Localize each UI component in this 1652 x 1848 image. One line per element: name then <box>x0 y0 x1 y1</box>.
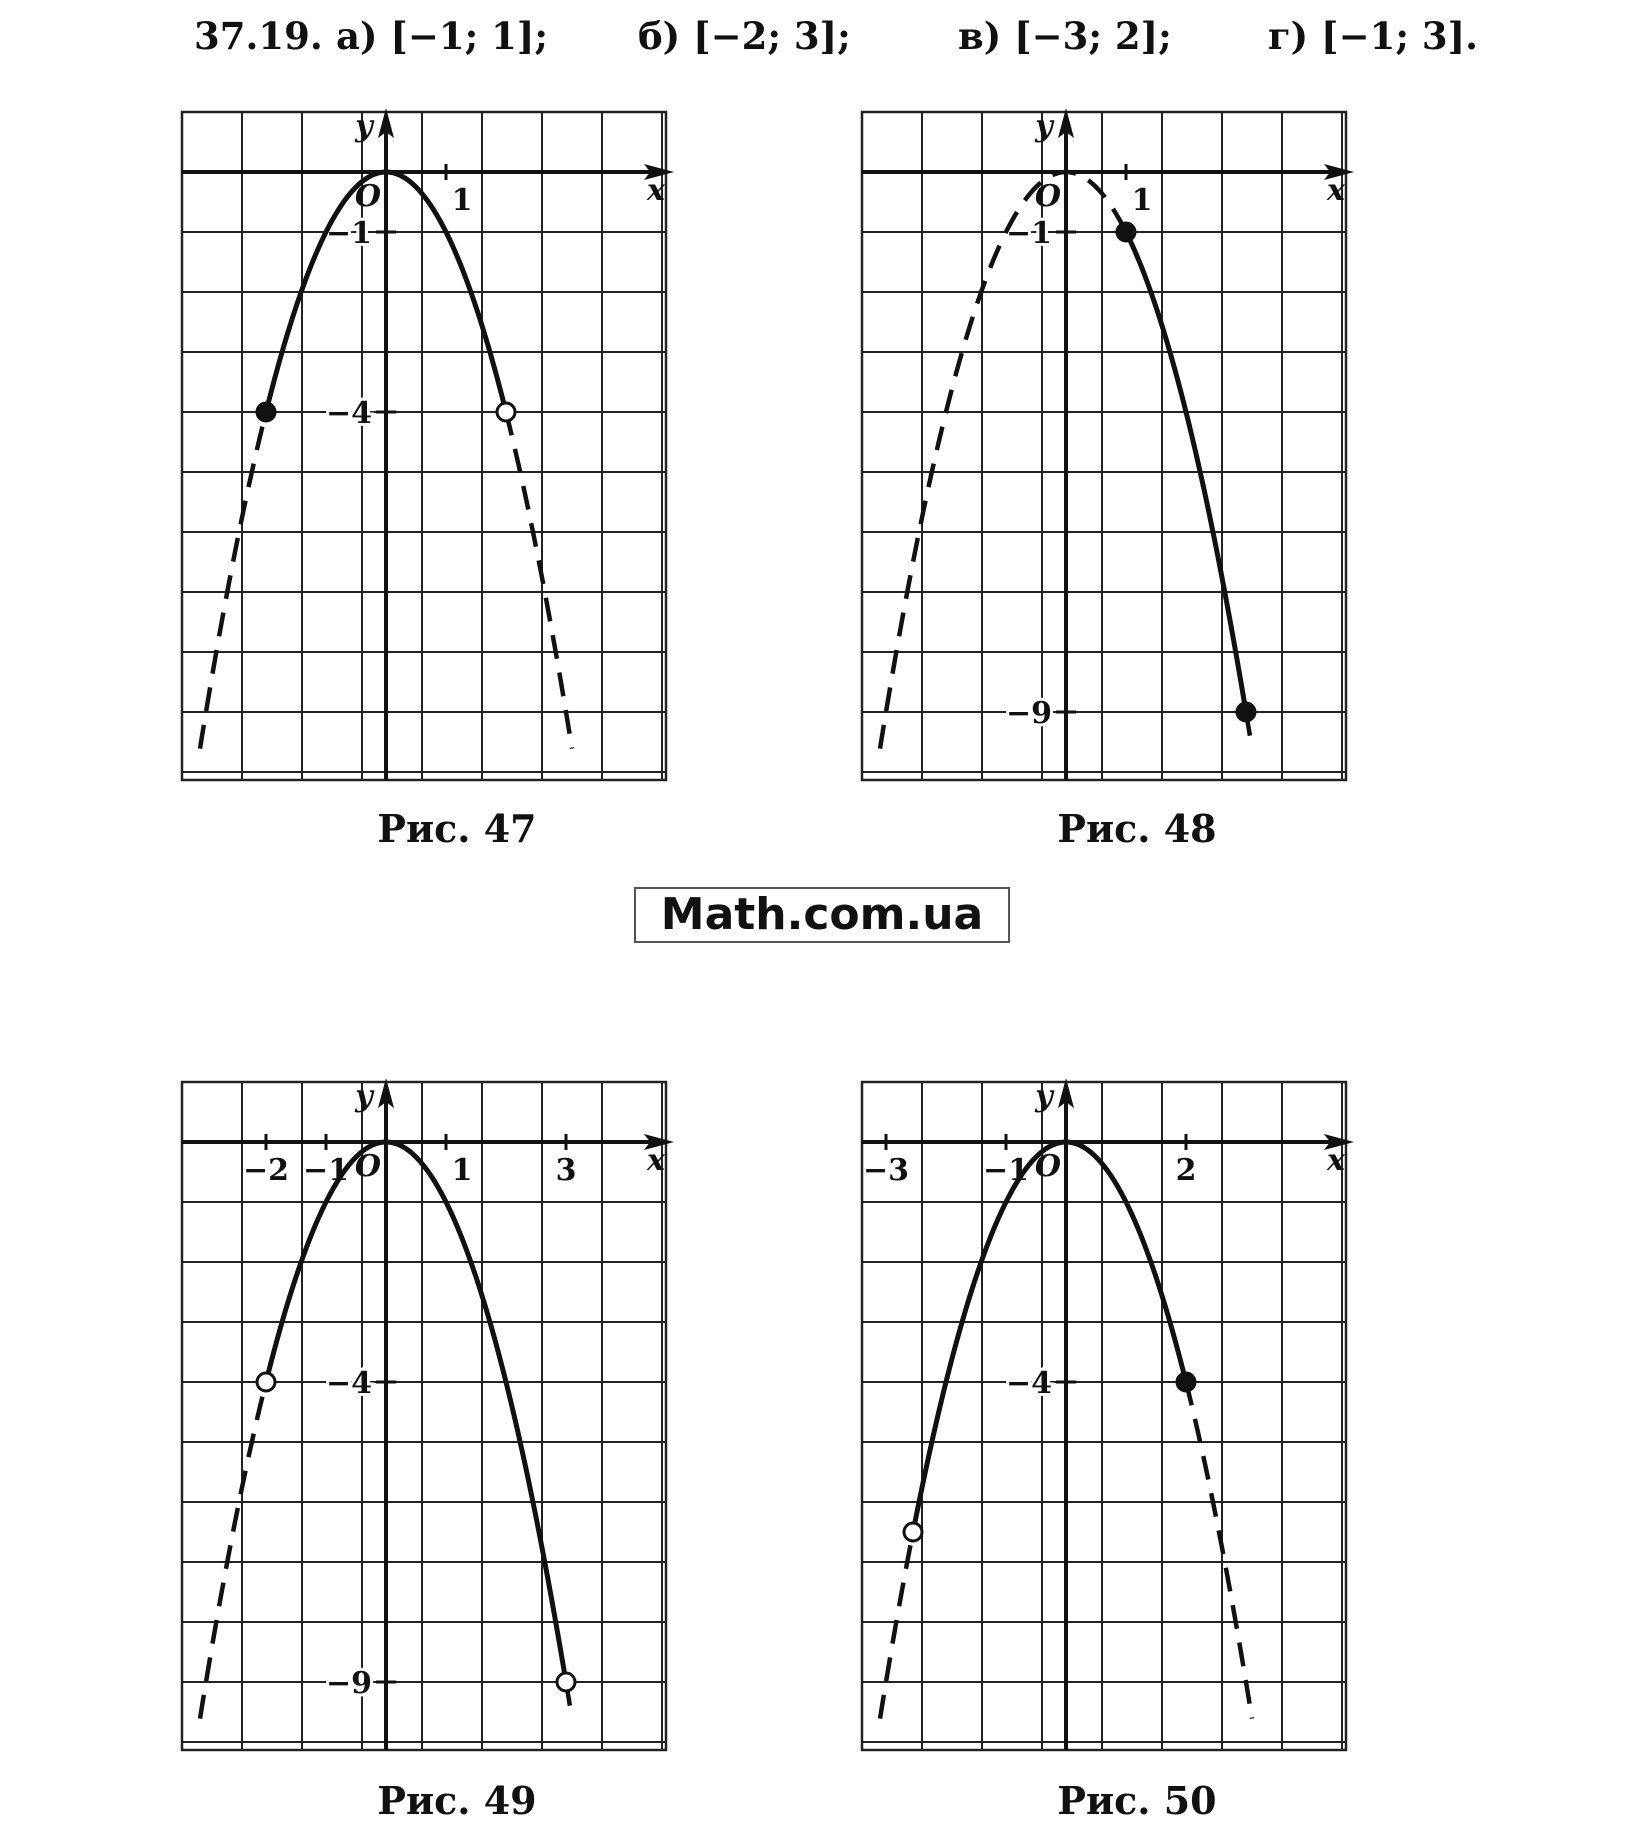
y-axis-label: y <box>355 1079 373 1114</box>
x-axis-label: x <box>647 1143 665 1178</box>
parabola-dashed-segment <box>200 1382 266 1719</box>
x-axis-label: x <box>647 173 665 208</box>
y-tick-label: −4 <box>325 1366 372 1401</box>
y-tick-label: −1 <box>1005 216 1052 251</box>
figure-47-chart <box>180 110 720 810</box>
open-endpoint <box>257 1373 275 1391</box>
y-tick-label: −4 <box>325 396 372 431</box>
y-axis-label: y <box>1035 109 1053 144</box>
figure-50-caption: Рис. 50 <box>1057 1778 1217 1823</box>
part-c: в) [−3; 2]; <box>958 14 1172 58</box>
closed-endpoint <box>1177 1373 1195 1391</box>
parabola-dashed-segment <box>1186 1382 1252 1719</box>
figure-50-chart <box>860 1080 1400 1780</box>
figure-47-caption: Рис. 47 <box>377 806 537 851</box>
figure-48-caption: Рис. 48 <box>1057 806 1217 851</box>
grid-frame <box>862 1082 1346 1750</box>
origin-label: O <box>1034 179 1062 214</box>
x-tick-label: −1 <box>982 1153 1030 1188</box>
x-tick-label: 1 <box>451 183 473 218</box>
parabola-dashed-segment <box>506 412 572 749</box>
y-tick-label: −9 <box>1005 696 1052 731</box>
part-b: б) [−2; 3]; <box>638 14 851 58</box>
open-endpoint <box>904 1523 922 1541</box>
x-tick-label: −3 <box>862 1153 910 1188</box>
figure-49-caption: Рис. 49 <box>377 1778 537 1823</box>
parabola-solid-segment <box>266 1142 566 1682</box>
y-axis-label: y <box>355 109 373 144</box>
x-axis-label: x <box>1327 173 1345 208</box>
x-axis-label: x <box>1327 1143 1345 1178</box>
watermark-logo: Math.com.ua <box>634 887 1010 943</box>
parabola-dashed-segment <box>880 172 1126 749</box>
x-tick-label: 1 <box>1131 183 1153 218</box>
closed-endpoint <box>257 403 275 421</box>
x-tick-label: −1 <box>302 1153 350 1188</box>
origin-label: O <box>354 179 382 214</box>
closed-endpoint <box>1237 703 1255 721</box>
grid-frame <box>862 112 1346 780</box>
part-d: г) [−1; 3]. <box>1268 14 1478 58</box>
x-tick-label: 1 <box>451 1153 473 1188</box>
figure-49-chart <box>180 1080 720 1780</box>
origin-label: O <box>354 1149 382 1184</box>
y-tick-label: −9 <box>325 1666 372 1701</box>
y-tick-label: −4 <box>1005 1366 1052 1401</box>
open-endpoint <box>557 1673 575 1691</box>
origin-label: O <box>1034 1149 1062 1184</box>
open-endpoint <box>497 403 515 421</box>
x-tick-label: −2 <box>242 1153 290 1188</box>
grid-frame <box>182 112 666 780</box>
figure-48-chart <box>860 110 1400 810</box>
exercise-header <box>0 14 1652 74</box>
part-a: а) [−1; 1]; <box>336 14 549 58</box>
parabola-solid-segment <box>913 1142 1186 1532</box>
y-axis-label: y <box>1035 1079 1053 1114</box>
parabola-dashed-segment <box>880 1532 913 1718</box>
exercise-number: 37.19. <box>194 14 323 58</box>
closed-endpoint <box>1117 223 1135 241</box>
x-tick-label: 2 <box>1175 1153 1197 1188</box>
y-tick-label: −1 <box>325 216 372 251</box>
parabola-dashed-segment <box>200 412 266 749</box>
x-tick-label: 3 <box>555 1153 577 1188</box>
